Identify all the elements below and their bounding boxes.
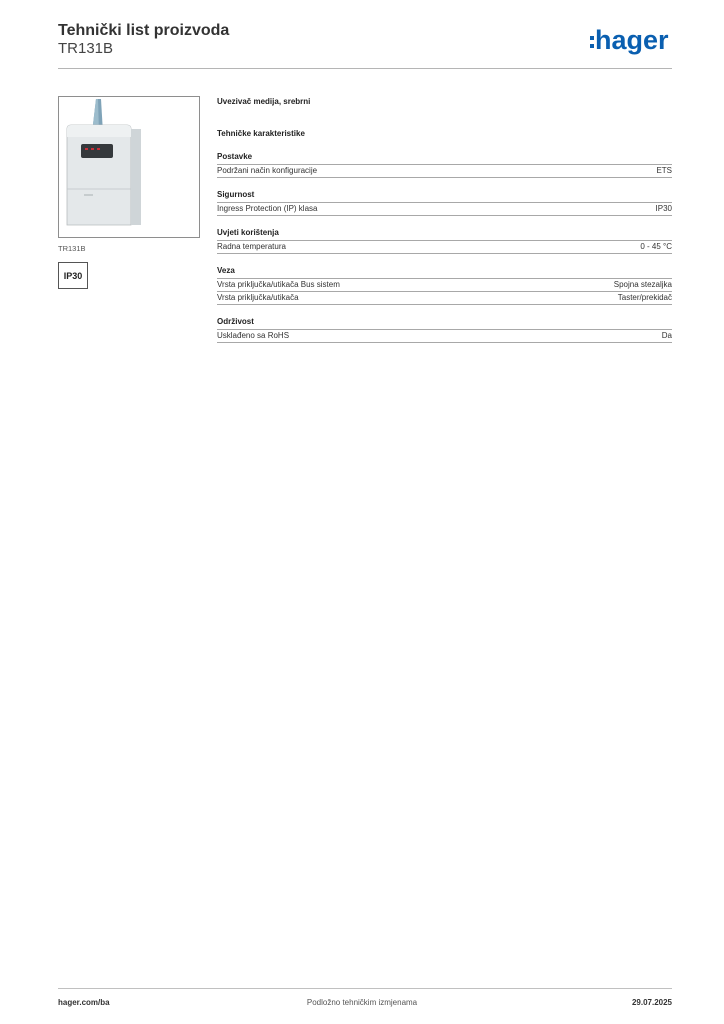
product-description: Uvezivač medija, srebrni [217, 97, 311, 106]
spec-label: Radna temperatura [217, 242, 286, 251]
spec-label: Vrsta priključka/utikača [217, 293, 299, 302]
spec-content [217, 96, 672, 343]
spec-label: Podržani način konfiguracije [217, 166, 318, 175]
footer-website: hager.com/ba [58, 998, 110, 1007]
spec-row [217, 329, 672, 343]
spec-row [217, 202, 672, 216]
header-divider [58, 68, 672, 69]
image-caption: TR131B [58, 244, 86, 253]
spec-value: Da [661, 331, 672, 340]
spec-group-settings [217, 151, 672, 178]
media-coupler-illustration [59, 97, 199, 237]
product-reference: TR131B [58, 40, 114, 57]
group-title: Veza [217, 266, 235, 275]
spec-group-connection [217, 265, 672, 305]
document-title: Tehnički list proizvoda [58, 22, 230, 39]
product-image [58, 96, 200, 238]
spec-value: Spojna stezaljka [613, 280, 672, 289]
spec-heading: Tehničke karakteristike [217, 129, 305, 138]
footer-divider [58, 988, 672, 989]
spec-value: 0 - 45 °C [640, 242, 672, 251]
spec-label: Vrsta priključka/utikača Bus sistem [217, 280, 340, 289]
footer-date: 29.07.2025 [631, 998, 672, 1007]
spec-group-sustainability [217, 316, 672, 343]
spec-label: Usklađeno sa RoHS [217, 331, 290, 340]
spec-label: Ingress Protection (IP) klasa [217, 204, 318, 213]
spec-group-safety [217, 189, 672, 216]
spec-value: IP30 [655, 204, 672, 213]
spec-group-usage [217, 227, 672, 254]
group-title: Održivost [217, 317, 254, 326]
group-title: Sigurnost [217, 190, 255, 199]
spec-value: Taster/prekidač [617, 293, 672, 302]
spec-row [217, 240, 672, 254]
hager-logo [590, 24, 672, 60]
group-title: Postavke [217, 152, 253, 161]
ip-rating-badge: IP30 [58, 262, 88, 289]
spec-row [217, 291, 672, 305]
footer-disclaimer: Podložno tehničkim izmjenama [306, 998, 418, 1007]
spec-row [217, 164, 672, 178]
group-title: Uvjeti korištenja [217, 228, 279, 237]
spec-value: ETS [656, 166, 672, 175]
spec-row [217, 278, 672, 291]
svg-text:hager: hager [595, 25, 669, 55]
